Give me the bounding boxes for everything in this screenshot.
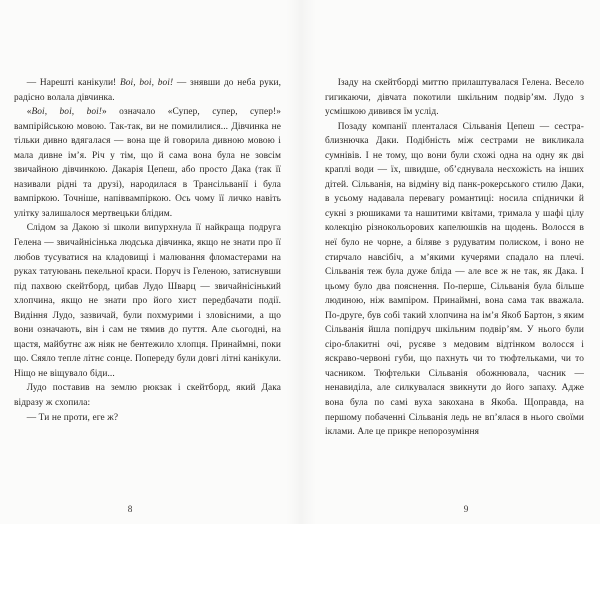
paragraph: «Boi, boi, boi!» означало «Супер, супер, супер!» вампірійською мовою. Так-так, ви не помилилися... Дівчинка не тільки дивно вдягалася — вона ще й говорила дивною мовою і мала дивне ім’я. Річ у тім, що й сама вона була не зовсім звичайною дівчинкою. Дакарія Цепеш, або просто Дака (так її називали рідні та друзі), народилася в Трансільванії і була вампіркою. Точніше, напіввампіркою. Ось чому її личко навіть улітку залишалося мертвецьки блідим. [14, 107, 282, 219]
paragraph: Лудо поставив на землю рюкзак і скейтборд, який Дака відразу ж схопила: [14, 383, 281, 409]
page-right [300, 0, 600, 524]
text-column-right [325, 76, 584, 440]
text-column-left [14, 76, 281, 425]
page-number-left: 8 [127, 504, 133, 514]
paragraph: Ізаду на скейтборді миттю прилаштувалася Гелена. Весело гигикаючи, дівчата покотили шкільним подвір’ям. Лудо з усмішкою дивився їм услід. [325, 78, 584, 118]
page-number-right: 9 [463, 504, 469, 514]
page-bottom-background [0, 524, 600, 600]
paragraph: — Нарешті канікули! Boi, boi, boi! — знявши до неба руки, радісно волала дівчинка. [14, 78, 281, 103]
paragraph: — Ти не проти, еге ж? [26, 412, 119, 423]
paragraph: Позаду компанії пленталася Сільванія Цепеш — сестра-близнючка Даки. Подібність між сестрами не викликала сумнівів. І не тому, що вони були схожі одна на одну як дві краплі води — їх, швидше, об’єднувала несхожість на інших дітей. Сільванія, на відміну від панк-рокерського стилю Даки, в усьому надавала перевагу романтиці: носила спіднички й сукні з рюшиками та нашитими квітами, тримала у шафі цілу колекцію різнокольорових капелюшків на щодень. Волосся в неї було не чорне, а біляве з рудуватим полиском, і воно не стирчало навсібіч, а м’якими кучерями спадало на плечі. Сільванія теж була дуже бліда — але все ж не так, як Дака. І цьому було два пояснення. По-перше, Сільванія була більше людиною, ніж вампіром. Принаймні, вона сама так вважала. По-друге, був собі такий хлопчина на ім’я Якоб Бартон, з яким Сільванія йшла попідруч шкільним подвір’ям. У нього були сіро-блакитні очі, русяве з медовим відтінком волосся і яскраво-червоні губи, що пахнуть чи то тюфтельками, чи то часником. Тюфтельки Сільванія обожнювала, часник — ненавиділа, але силкувалася звикнути до його запаху. Адже вона була по самі вуха закохана в Якоба. Щоправда, на першому побаченні Сільванія ледь не вп’ялася в нього своїми іклами. Але це прикре непорозуміння [325, 121, 584, 438]
page-left [0, 0, 300, 524]
paragraph: Слідом за Дакою зі школи випурхнула її найкраща подруга Гелена — звичайнісінька людська дівчинка, якщо не знати про її любов тусуватися на кладовищі і малювання фломастерами на руках татуювань пекельної краси. Поруч із Геленою, затиснувши під пахвою скейтборд, цибав Лудо Шварц — звичайнісінький хлопчина, якщо не знати про його хист передбачати події. Видіння Лудо, зазвичай, були похмурими і зловісними, а що вони означають, він і сам не тямив до пуття. Але сьогодні, на щастя, майбутнє аж ніяк не бентежило хлопця. Принаймні, поки що. Сяяло тепле літнє сонце. Попереду були довгі літні канікули. Ніщо не віщувало біди... [14, 223, 281, 379]
